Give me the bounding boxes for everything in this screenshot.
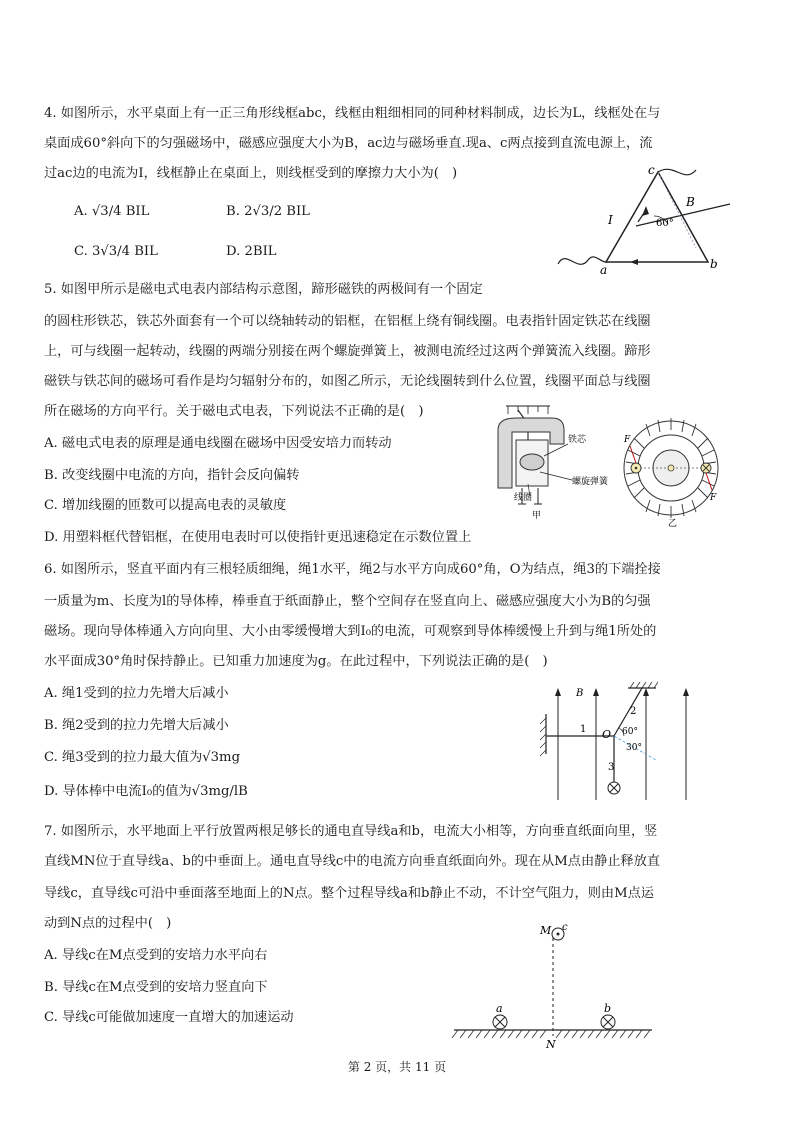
q6-option-a: A. 绳1受到的拉力先增大后减小 — [44, 686, 229, 701]
q5-line-3: 上，可与线圈一起转动，线圈的两端分别接在两个螺旋弹簧上，被测电流经过这两个弹簧流入线圈。蹄形 — [44, 344, 651, 359]
q5-option-c: C. 增加线圈的匝数可以提高电表的灵敏度 — [44, 498, 287, 513]
q7-option-a: A. 导线c在M点受到的安培力水平向右 — [44, 948, 268, 963]
q5-radial-field-figure-yi — [614, 410, 728, 528]
q7-label-b: b — [604, 1002, 612, 1015]
q5-label-core: 铁芯 — [568, 435, 587, 445]
q6-label-3: 3 — [608, 762, 615, 773]
q7-label-a: a — [496, 1002, 503, 1015]
q5-option-b: B. 改变线圈中电流的方向，指针会反向偏转 — [44, 468, 300, 483]
page-footer: 第 2 页，共 11 页 — [347, 1060, 447, 1074]
q5-option-a: A. 磁电式电表的原理是通电线圈在磁场中因受安培力而转动 — [44, 436, 392, 451]
q7-label-c: c — [562, 922, 568, 933]
q4-option-d: D. 2BIL — [226, 244, 277, 259]
q6-line-2: 一质量为m、长度为l的导体棒，棒垂直于纸面静止，整个空间存在竖直向上、磁感应强度大小为B的匀强 — [44, 594, 651, 609]
q5-line-5: 所在磁场的方向平行。关于磁电式电表，下列说法不正确的是( ) — [44, 404, 424, 419]
q6-line-1: 6. 如图所示，竖直平面内有三根轻质细绳，绳1水平，绳2与水平方向成60°角，O为结点，绳3的下端拴接 — [44, 562, 661, 577]
q7-line-3: 导线c，直导线c可沿中垂面落至地面上的N点。整个过程导线a和b静止不动，不计空气阻力，则由M点运 — [44, 886, 654, 901]
q4-option-b: B. 2√3/2 BIL — [226, 204, 310, 219]
q7-line-2: 直线MN位于直导线a、b的中垂面上。通电直导线c中的电流方向垂直纸面向外。现在从M点由静止释放直 — [44, 854, 661, 869]
q7-label-M: M — [540, 924, 552, 937]
q4-label-B: B — [686, 195, 695, 209]
q7-option-c: C. 导线c可能做加速度一直增大的加速运动 — [44, 1010, 294, 1025]
q4-option-a: A. √3/4 BIL — [74, 204, 150, 219]
q4-label-angle: 60° — [656, 218, 674, 229]
q6-label-60: 60° — [622, 727, 638, 737]
q6-option-c: C. 绳3受到的拉力最大值为√3mg — [44, 750, 241, 765]
q4-line-3: 过ac边的电流为I，线框静止在桌面上，则线框受到的摩擦力大小为( ) — [44, 166, 458, 181]
q6-option-b: B. 绳2受到的拉力先增大后减小 — [44, 718, 229, 733]
q5-line-1: 5. 如图甲所示是磁电式电表内部结构示意图，蹄形磁铁的两极间有一个固定 — [44, 282, 483, 297]
q5-label-spring: 螺旋弹簧 — [572, 477, 609, 487]
q4-label-I: I — [608, 213, 613, 227]
q5-label-F-bottom: F — [710, 493, 717, 503]
q6-label-1: 1 — [580, 724, 587, 735]
q7-line-1: 7. 如图所示，水平地面上平行放置两根足够长的通电直导线a和b，电流大小相等，方向垂直纸面向里，竖 — [44, 824, 658, 839]
q4-line-1: 4. 如图所示，水平桌面上有一正三角形线框abc，线框由粗细相同的同种材料制成，边长为L，线框处在与 — [44, 106, 661, 121]
q7-wires-figure — [452, 920, 656, 1050]
q6-label-B: B — [576, 688, 584, 699]
q4-label-c: c — [648, 163, 655, 177]
q5-option-d: D. 用塑料框代替铝框，在使用电表时可以使指针更迅速稳定在示数位置上 — [44, 530, 472, 545]
q6-label-2: 2 — [630, 706, 637, 717]
q5-meter-figure-jia — [488, 400, 608, 522]
q6-option-d: D. 导体棒中电流I₀的值为√3mg/lB — [44, 784, 248, 799]
q6-ropes-figure — [540, 682, 720, 806]
q4-label-b: b — [710, 257, 718, 271]
q7-option-b: B. 导线c在M点受到的安培力竖直向下 — [44, 980, 268, 995]
q5-label-yi: 乙 — [668, 519, 678, 529]
q5-label-F-top: F — [624, 435, 631, 445]
q7-line-4: 动到N点的过程中( ) — [44, 916, 172, 931]
q4-triangle-figure — [556, 162, 746, 277]
q6-label-30: 30° — [626, 743, 642, 753]
q4-label-a: a — [600, 263, 608, 277]
q6-line-4: 水平面成30°角时保持静止。已知重力加速度为g。在此过程中，下列说法正确的是( ) — [44, 654, 548, 669]
q5-line-4: 磁铁与铁芯间的磁场可看作是均匀辐射分布的，如图乙所示，无论线圈转到什么位置，线圈平面总与线圈 — [44, 374, 651, 389]
q4-line-2: 桌面成60°斜向下的匀强磁场中，磁感应强度大小为B，ac边与磁场垂直.现a、c两点接到直流电源上，流 — [44, 136, 653, 151]
q6-line-3: 磁场。现向导体棒通入方向向里、大小由零缓慢增大到I₀的电流，可观察到导体棒缓慢上升到与绳1所处的 — [44, 624, 657, 639]
q5-label-jia: 甲 — [532, 511, 542, 521]
q7-label-N: N — [546, 1038, 556, 1051]
q5-line-2: 的圆柱形铁芯，铁芯外面套有一个可以绕轴转动的铝框，在铝框上绕有铜线圈。电表指针固定铁芯在线圈 — [44, 314, 651, 329]
q4-option-c: C. 3√3/4 BIL — [74, 244, 158, 259]
q5-label-coil: 线圈 — [514, 493, 533, 503]
q6-label-O: O — [602, 728, 612, 741]
